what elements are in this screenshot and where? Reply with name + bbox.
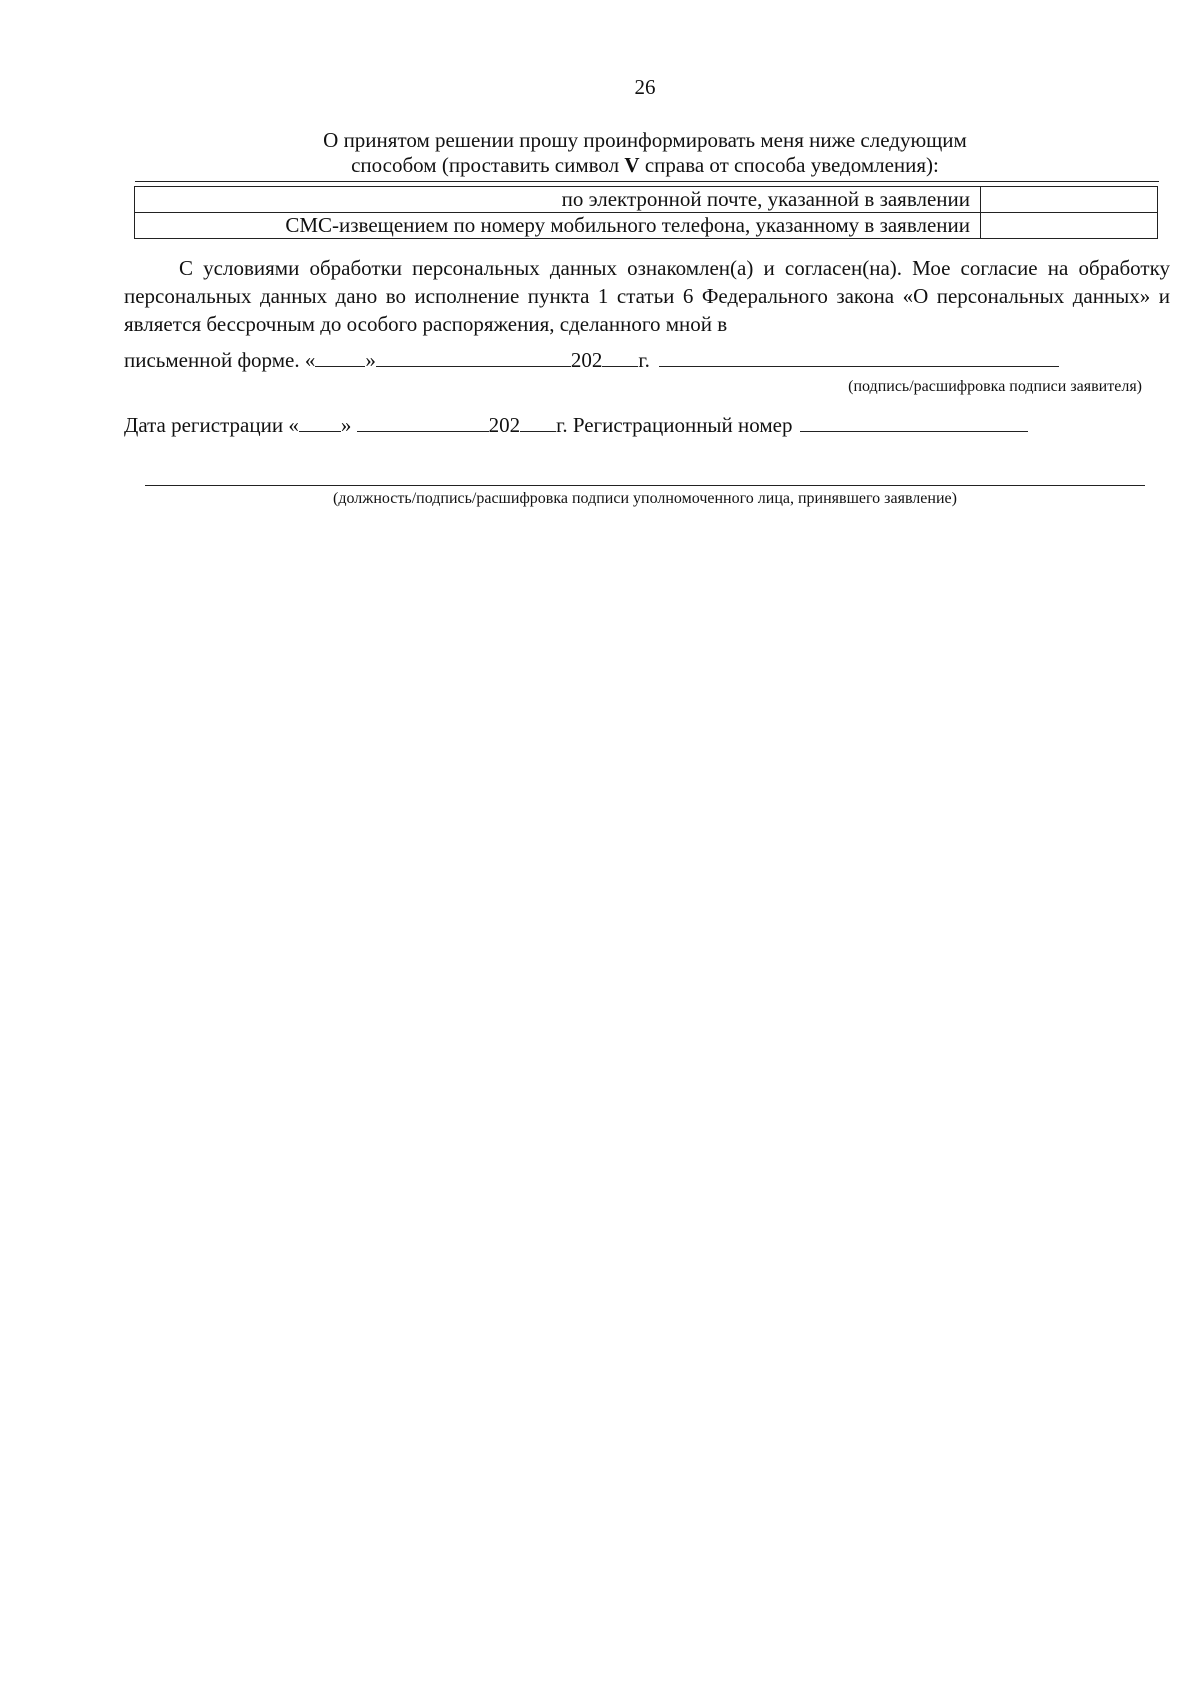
registration-close-quote: » bbox=[340, 413, 352, 437]
intro-text-before-symbol: способом (проставить символ bbox=[351, 153, 625, 177]
registration-label: Дата регистрации « bbox=[124, 413, 299, 437]
registration-number-label: г. Регистрационный номер bbox=[556, 413, 793, 437]
page-number: 26 bbox=[634, 75, 656, 99]
sign-close-quote: » bbox=[365, 348, 376, 372]
notify-option-sms-checkbox[interactable] bbox=[981, 213, 1158, 239]
official-signature-field[interactable] bbox=[145, 485, 1145, 486]
registration-number-field[interactable] bbox=[800, 411, 1028, 432]
registration-year-prefix: 202 bbox=[488, 413, 521, 437]
check-symbol: V bbox=[624, 153, 640, 177]
registration-year-field[interactable] bbox=[520, 411, 556, 432]
sign-year-suffix: г. bbox=[638, 348, 650, 372]
applicant-signature-field[interactable] bbox=[659, 346, 1059, 367]
applicant-signature-caption: (подпись/расшифровка подписи заявителя) bbox=[848, 378, 1142, 395]
sign-year-field[interactable] bbox=[602, 346, 638, 367]
notify-option-label: по электронной почте, указанной в заявлении bbox=[135, 187, 981, 213]
intro-text-line2 bbox=[0, 153, 1200, 178]
notify-option-email bbox=[135, 187, 1158, 213]
signature-line bbox=[124, 346, 1059, 373]
intro-text-line1: О принятом решении прошу проинформировать меня ниже следующим bbox=[323, 128, 967, 152]
notify-option-label: СМС-извещением по номеру мобильного телефона, указанному в заявлении bbox=[135, 213, 981, 239]
notify-option-email-checkbox[interactable] bbox=[981, 187, 1158, 213]
signature-line-prefix: письменной форме. « bbox=[124, 348, 316, 372]
sign-year-prefix: 202 bbox=[570, 348, 603, 372]
notification-method-table bbox=[134, 186, 1158, 239]
notify-option-sms bbox=[135, 213, 1158, 239]
official-signature-caption: (должность/подпись/расшифровка подписи уполномоченного лица, принявшего заявление) bbox=[333, 490, 957, 507]
registration-line bbox=[124, 411, 1028, 438]
sign-day-field[interactable] bbox=[315, 346, 365, 367]
sign-month-field[interactable] bbox=[376, 346, 571, 367]
registration-day-field[interactable] bbox=[299, 411, 341, 432]
intro-text-after-symbol: справа от способа уведомления): bbox=[639, 153, 939, 177]
intro-underline bbox=[135, 181, 1159, 182]
consent-paragraph: С условиями обработки персональных данных ознакомлен(а) и согласен(на). Мое согласие на обработку персональных данных дано во исполнение пункта 1 статьи 6 Федерального закона «О персональных данных» и является бессрочным до особого распоряжения, сделанного мной в bbox=[124, 256, 1170, 336]
registration-month-field[interactable] bbox=[357, 411, 489, 432]
